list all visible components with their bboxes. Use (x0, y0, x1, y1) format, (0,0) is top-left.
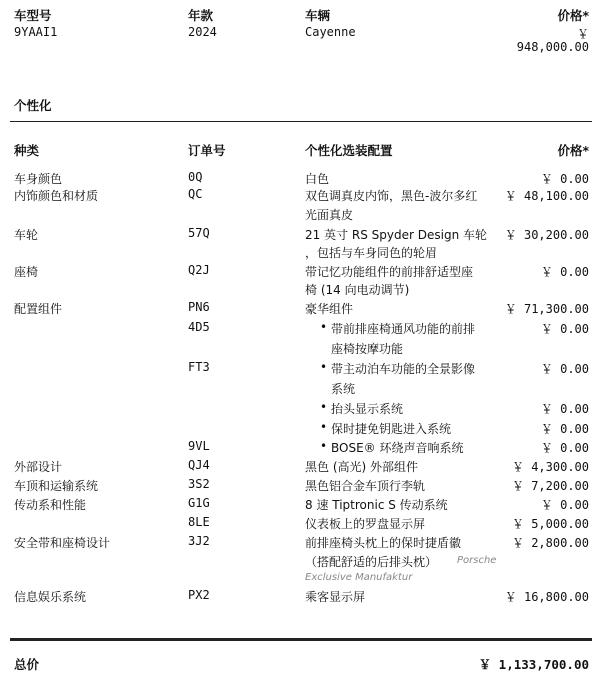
section-title: 个性化 (14, 98, 52, 113)
price-header: 价格* (557, 143, 589, 158)
option-header: 个性化选装配置 (305, 143, 393, 158)
row-price: ￥ 16,800.00 (504, 590, 589, 604)
price-label: 价格* (557, 8, 589, 23)
bullet-line: 系统 (331, 382, 356, 396)
model-label: 车型号 (14, 8, 52, 23)
row-price: ￥ 0.00 (540, 265, 589, 279)
row-option: 豪华组件 (305, 302, 354, 316)
row-code: 8LE (188, 515, 210, 529)
row-price: ￥ 48,100.00 (504, 189, 589, 203)
row-price: ￥ 0.00 (540, 402, 589, 416)
row-option-line: 带记忆功能组件的前排舒适型座 (305, 265, 474, 279)
row-price: ￥ 4,300.00 (511, 460, 589, 474)
row-category: 内饰颜色和材质 (14, 189, 99, 203)
row-code: 9VL (188, 439, 210, 453)
bullet-icon: • (320, 420, 328, 434)
row-code: FT3 (188, 360, 210, 374)
row-option: 8 速 Tiptronic S 传动系统 (305, 498, 448, 512)
row-option: 仪表板上的罗盘显示屏 (305, 517, 426, 531)
bullet-icon: • (320, 320, 328, 334)
row-code: QC (188, 187, 203, 201)
row-option-line: 光面真皮 (305, 208, 354, 222)
total-divider (10, 638, 592, 641)
row-category: 配置组件 (14, 302, 63, 316)
row-code: G1G (188, 496, 210, 510)
row-option-line: 21 英寸 RS Spyder Design 车轮 (305, 228, 487, 242)
category-header: 种类 (14, 143, 40, 158)
row-category: 信息娱乐系统 (14, 590, 87, 604)
row-category: 座椅 (14, 265, 39, 279)
bullet-line: 抬头显示系统 (331, 402, 404, 416)
exclusive-note-first: Porsche (457, 555, 497, 566)
total-label: 总价 (14, 657, 40, 672)
row-category: 车顶和运输系统 (14, 479, 99, 493)
row-code: 3S2 (188, 477, 210, 491)
row-price: ￥ 0.00 (540, 441, 589, 455)
row-code: QJ4 (188, 458, 210, 472)
row-code: PX2 (188, 588, 210, 602)
yen-symbol: ￥ (576, 27, 589, 41)
row-option-line: 椅 (14 向电动调节) (305, 283, 410, 297)
vehicle-value: Cayenne (305, 25, 356, 39)
row-price: ￥ 2,800.00 (511, 536, 589, 550)
divider (10, 121, 592, 122)
row-category: 车轮 (14, 228, 39, 242)
row-category: 传动系和性能 (14, 498, 87, 512)
row-category: 外部设计 (14, 460, 63, 474)
row-price: ￥ 0.00 (540, 362, 589, 376)
row-price: ￥ 5,000.00 (511, 517, 589, 531)
row-code: 3J2 (188, 534, 210, 548)
row-option: 白色 (305, 172, 330, 186)
row-code: 4D5 (188, 320, 210, 334)
row-option-line: 前排座椅头枕上的保时捷盾徽 (305, 536, 462, 550)
bullet-icon: • (320, 400, 328, 414)
bullet-line: 保时捷免钥匙进入系统 (331, 422, 452, 436)
row-code: 57Q (188, 226, 210, 240)
row-price: ￥ 71,300.00 (504, 302, 589, 316)
row-category: 车身颜色 (14, 172, 63, 186)
order-no-header: 订单号 (188, 143, 226, 158)
bullet-line: 带主动泊车功能的全景影像 (331, 362, 476, 376)
row-option-line: ，包括与车身同色的轮眉 (305, 246, 438, 260)
row-option: 乘客显示屏 (305, 590, 366, 604)
year-label: 年款 (188, 8, 214, 23)
row-category: 安全带和座椅设计 (14, 536, 111, 550)
row-option: 黑色 (高光) 外部组件 (305, 460, 418, 474)
row-price: ￥ 0.00 (540, 498, 589, 512)
row-price: ￥ 0.00 (540, 322, 589, 336)
vehicle-label: 车辆 (305, 8, 331, 23)
bullet-icon: • (320, 360, 328, 374)
bullet-line: 带前排座椅通风功能的前排 (331, 322, 476, 336)
row-option: 黑色铝合金车顶行李轨 (305, 479, 426, 493)
row-price: ￥ 0.00 (540, 422, 589, 436)
base-price: 948,000.00 (516, 40, 589, 54)
row-code: Q2J (188, 263, 210, 277)
year-value: 2024 (188, 25, 217, 39)
row-price: ￥ 30,200.00 (504, 228, 589, 242)
row-code: 0Q (188, 170, 203, 184)
exclusive-note: Exclusive Manufaktur (305, 572, 413, 583)
row-option-line: （搭配舒适的后排头枕） (305, 555, 438, 569)
bullet-icon: • (320, 439, 328, 453)
row-code: PN6 (188, 300, 210, 314)
row-price: ￥ 7,200.00 (511, 479, 589, 493)
row-price: ￥ 0.00 (540, 172, 589, 186)
model-value: 9YAAI1 (14, 25, 58, 39)
total-value: ￥ 1,133,700.00 (478, 657, 589, 672)
bullet-line: 座椅按摩功能 (331, 342, 404, 356)
row-option-line: 双色调真皮内饰，黑色-波尔多红 (305, 189, 478, 203)
bullet-line: BOSE® 环绕声音响系统 (331, 441, 464, 455)
